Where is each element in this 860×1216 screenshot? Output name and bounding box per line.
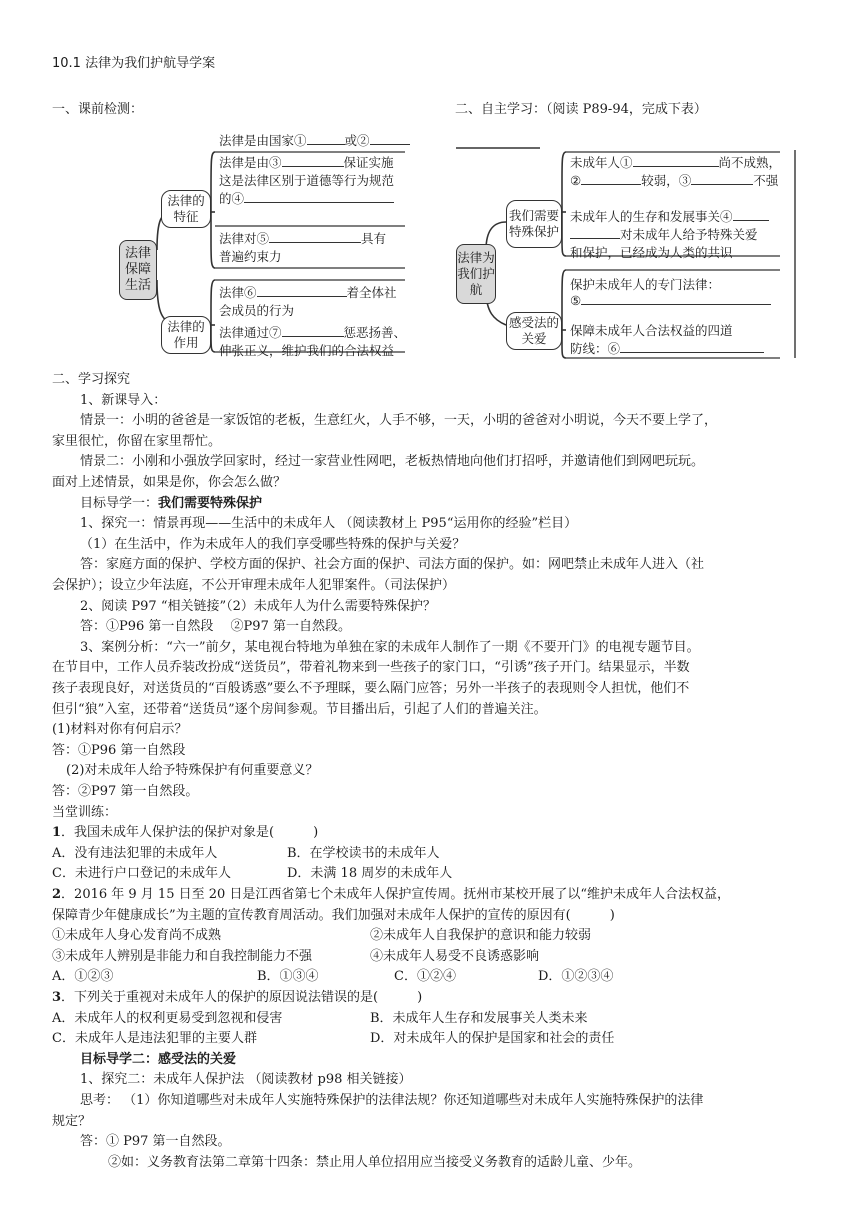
body-line	[80, 534, 465, 556]
body-text: 1、探究一：情景再现——生活中的未成年人 （阅读教材上 P95“运用你的经验”栏目）	[80, 516, 578, 532]
right-need-line-1	[570, 154, 781, 172]
body-text: 但引“狼”入室，还带着“送货员”逐个房间参观。节目播出后，引起了人们的普遍关注。	[52, 701, 547, 717]
page-title: 10.1 法律为我们护航导学案	[52, 56, 216, 71]
body-line	[80, 513, 577, 535]
right-feel-text-2: ⑤	[570, 293, 582, 308]
answer-option: D．未满 18 周岁的未成年人	[287, 866, 453, 882]
right-need-line-2	[570, 172, 778, 190]
answer-option: B．未成年人生存和发展事关人类未来	[370, 1010, 588, 1026]
body-text: 1	[52, 825, 62, 841]
blank-5[interactable]	[269, 230, 361, 243]
body-line	[80, 1049, 236, 1071]
right-feel-line-2	[570, 292, 771, 310]
right-need-line-3	[570, 208, 769, 226]
left-feature-text-1b: 或②	[344, 133, 370, 148]
body-text: 3	[52, 990, 62, 1005]
body-text-tail: 我们需要特殊保护	[158, 495, 263, 511]
left-role-line-1	[219, 284, 397, 302]
body-text: 二、学习探究	[52, 372, 131, 387]
answer-option: C．未进行户口登记的未成年人	[52, 866, 231, 882]
body-text-tail: ．2016 年 9 月 15 日至 20 日是江西省第七个未成年人保护宣传周。抚州市某校开展了以“维护未成年人合法权益，	[61, 887, 731, 902]
body-line	[80, 1131, 231, 1153]
blank-2[interactable]	[370, 132, 410, 145]
body-line	[52, 987, 422, 1009]
body-text: 答：① P97 第一自然段。	[80, 1134, 231, 1150]
body-text: ②如：义务教育法第二章第十四条：禁止用人单位招用应当接受义务教育的适龄儿童、少年。	[108, 1154, 642, 1170]
body-line	[80, 637, 700, 659]
roles-node: 法律的作用	[161, 316, 211, 354]
right-feel-line-3: 保障未成年人合法权益的四道	[570, 323, 733, 338]
left-role-line-3	[219, 324, 406, 342]
answer-option: B．在学校读书的未成年人	[287, 845, 440, 861]
left-feature-text-1a: 法律是由国家①	[219, 133, 307, 148]
body-text: 会保护）；设立少年法庭，不公开审理未成年人犯罪案件。（司法保护）	[52, 578, 456, 593]
blank-r3[interactable]	[691, 172, 753, 185]
body-text: 2	[52, 887, 62, 902]
body-line	[80, 1090, 703, 1112]
blank-r5[interactable]	[581, 292, 771, 305]
right-need-text-2c: 不强	[753, 173, 779, 188]
body-text: 答：①P96 第一自然段 ②P97 第一自然段。	[80, 619, 351, 635]
right-feel-line-1: 保护未成年人的专门法律：	[570, 277, 721, 292]
blank-4[interactable]	[244, 190, 394, 203]
left-feature-line-6: 普遍约束力	[219, 249, 282, 264]
body-line	[52, 905, 615, 927]
left-feature-text-2b: 保证实施	[343, 155, 394, 170]
body-line	[52, 657, 690, 679]
body-text: 孩子表现良好，对送货员的“百般诱惑”要么不予理睬，要么隔门应答；另外一半孩子的表现则令人担忧，他们不	[52, 681, 690, 696]
body-text-tail: ．我国未成年人保护法的保护对象是( )	[61, 825, 319, 841]
right-need-text-2a: ②	[570, 173, 582, 188]
body-line	[52, 884, 730, 906]
body-text-tail: ．下列关于重视对未成年人的保护的原因说法错误的是( )	[61, 990, 423, 1005]
body-text: 规定？	[52, 1113, 92, 1129]
body-line	[80, 410, 717, 432]
body-text: 1、新课导入：	[80, 392, 167, 408]
right-need-text-2b: 较弱，③	[641, 173, 692, 188]
body-line	[80, 616, 351, 638]
blank-r4[interactable]	[733, 208, 769, 221]
left-feature-text-2a: 法律是由③	[219, 155, 282, 170]
body-line	[80, 390, 166, 412]
answer-option: ③未成年人辨别是非能力和自我控制能力不强	[52, 948, 313, 964]
body-text: 3、案例分析：“六一”前夕，某电视台特地为单独在家的未成年人制作了一期《不要开门》的电视专题节目。	[80, 639, 700, 655]
right-need-line-4	[570, 226, 758, 244]
blank-6[interactable]	[257, 284, 347, 297]
answer-option: ②未成年人自我保护的意识和能力较弱	[370, 928, 592, 944]
right-root-node: 法律为我们护航	[456, 244, 496, 304]
body-line	[80, 451, 704, 473]
left-feature-text-5a: 法律对⑤	[219, 231, 270, 246]
left-feature-line-4	[219, 190, 394, 208]
blank-r1[interactable]	[633, 154, 719, 167]
body-line	[52, 719, 187, 741]
body-line	[80, 554, 704, 576]
body-text: 答：②P97 第一自然段。	[52, 784, 199, 799]
answer-option: C．未成年人是违法犯罪的主要人群	[52, 1031, 257, 1047]
left-role-text-3a: 法律通过⑦	[219, 325, 282, 340]
body-line	[52, 699, 547, 721]
blank-r6[interactable]	[620, 340, 764, 353]
body-text: 当堂训练：	[52, 804, 118, 820]
answer-option: D．①②③④	[538, 969, 614, 985]
answer-option: ①未成年人身心发育尚不成熟	[52, 928, 222, 944]
right-need-text-3a: 未成年人的生存和发展事关④	[570, 209, 733, 224]
left-mindmap	[115, 130, 415, 358]
features-node: 法律的特征	[161, 190, 211, 228]
body-line	[80, 1069, 412, 1091]
body-text: 思考： （1）你知道哪些对未成年人实施特殊保护的法律法规？你还知道哪些对未成年人实施特殊保护的法律	[80, 1093, 704, 1108]
body-line	[52, 678, 689, 700]
body-line	[52, 1111, 91, 1133]
right-feel-text-4: 防线：⑥	[570, 341, 621, 356]
feel-law-node: 感受法的关爱	[506, 312, 562, 350]
body-text: 答：①P96 第一自然段	[52, 742, 186, 758]
body-line	[52, 575, 455, 597]
body-line	[66, 760, 318, 782]
blank-r4b[interactable]	[570, 226, 620, 239]
body-text: 面对上述情景，如果是你，你会怎么做？	[52, 475, 287, 490]
body-text: (2)对未成年人给予特殊保护有何重要意义？	[66, 763, 319, 779]
left-role-line-4: 伸张正义，维护我们的合法权益	[219, 343, 395, 358]
body-line	[52, 822, 318, 844]
body-text: 答：家庭方面的保护、学校方面的保护、社会方面的保护、司法方面的保护。如：网吧禁止未成年人进入（社	[80, 557, 705, 573]
right-feel-line-4	[570, 340, 764, 358]
right-need-line-5: 和保护，已经成为人类的共识	[570, 245, 733, 260]
answer-option: C．①②④	[394, 969, 456, 985]
answer-option: ④未成年人易受不良诱惑影响	[370, 948, 540, 964]
answer-option: A．没有违法犯罪的未成年人	[52, 845, 218, 861]
right-need-text-1b: 尚不成熟，	[718, 155, 782, 170]
body-line	[108, 1152, 641, 1174]
right-need-text-4: 对未成年人给予特殊关爱	[620, 227, 758, 242]
left-feature-line-5	[219, 230, 386, 248]
blank-1[interactable]	[307, 132, 345, 145]
left-role-text-3b: 惩恶扬善、	[343, 325, 407, 340]
body-text: 目标导学一：	[80, 495, 159, 511]
body-line	[52, 802, 117, 824]
section-pretest-heading: 一、课前检测：	[52, 102, 144, 117]
body-text: 2、阅读 P97 “相关链接”（2）未成年人为什么需要特殊保护？	[80, 598, 436, 614]
left-feature-line-2	[219, 154, 394, 172]
left-role-text-1a: 法律⑥	[219, 285, 257, 300]
left-role-text-1b: 着全体社	[346, 285, 397, 300]
blank-r2[interactable]	[581, 172, 641, 185]
left-role-line-2: 会成员的行为	[219, 303, 295, 318]
body-text: (1)材料对你有何启示？	[52, 722, 188, 738]
body-line	[80, 493, 262, 515]
body-text: 目标导学二：感受法的关爱	[80, 1051, 237, 1067]
right-mindmap	[450, 140, 800, 362]
body-text: 家里很忙，你留在家里帮忙。	[52, 433, 222, 449]
blank-3[interactable]	[282, 154, 344, 167]
answer-option: D．对未成年人的保护是国家和社会的责任	[370, 1031, 615, 1047]
body-text: 1、探究二：未成年人保护法 （阅读教材 p98 相关链接）	[80, 1072, 412, 1088]
body-line	[52, 740, 185, 762]
answer-option: A．未成年人的权利更易受到忽视和侵害	[52, 1010, 283, 1026]
body-text: 情景一：小明的爸爸是一家饭馆的老板，生意红火，人手不够，一天，小明的爸爸对小明说，今天不要上学了，	[80, 413, 718, 429]
left-feature-text-5b: 具有	[361, 231, 387, 246]
left-feature-text-4: 的④	[219, 191, 245, 206]
body-text: （1）在生活中，作为未成年人的我们享受哪些特殊的保护与关爱？	[80, 536, 466, 552]
need-protection-node: 我们需要特殊保护	[506, 200, 562, 248]
body-line	[52, 431, 221, 453]
body-line	[52, 472, 286, 494]
body-line	[52, 781, 198, 803]
left-root-node: 法律保障生活	[119, 240, 157, 300]
left-feature-line-3: 这是法律区别于道德等行为规范	[219, 173, 395, 188]
left-feature-line-1	[219, 132, 410, 150]
answer-option: B．①③④	[257, 969, 319, 985]
right-need-text-1a: 未成年人①	[570, 155, 633, 170]
body-line	[80, 596, 436, 618]
answer-option: A．①②③	[52, 969, 114, 985]
body-text: 保障青少年健康成长”为主题的宣传教育周活动。我们加强对未成年人保护的宣传的原因有( )	[52, 907, 615, 923]
body-text: 在节目中，工作人员乔装改扮成“送货员”，带着礼物来到一些孩子的家门口，“引诱”孩子开门。结果显示，半数	[52, 660, 690, 676]
body-text: 情景二：小刚和小强放学回家时，经过一家营业性网吧，老板热情地向他们打招呼，并邀请他们到网吧玩玩。	[80, 454, 705, 470]
blank-7[interactable]	[282, 324, 344, 337]
section-selfstudy-heading: 二、自主学习：（阅读 P89-94，完成下表）	[455, 102, 707, 117]
body-line	[52, 369, 130, 391]
